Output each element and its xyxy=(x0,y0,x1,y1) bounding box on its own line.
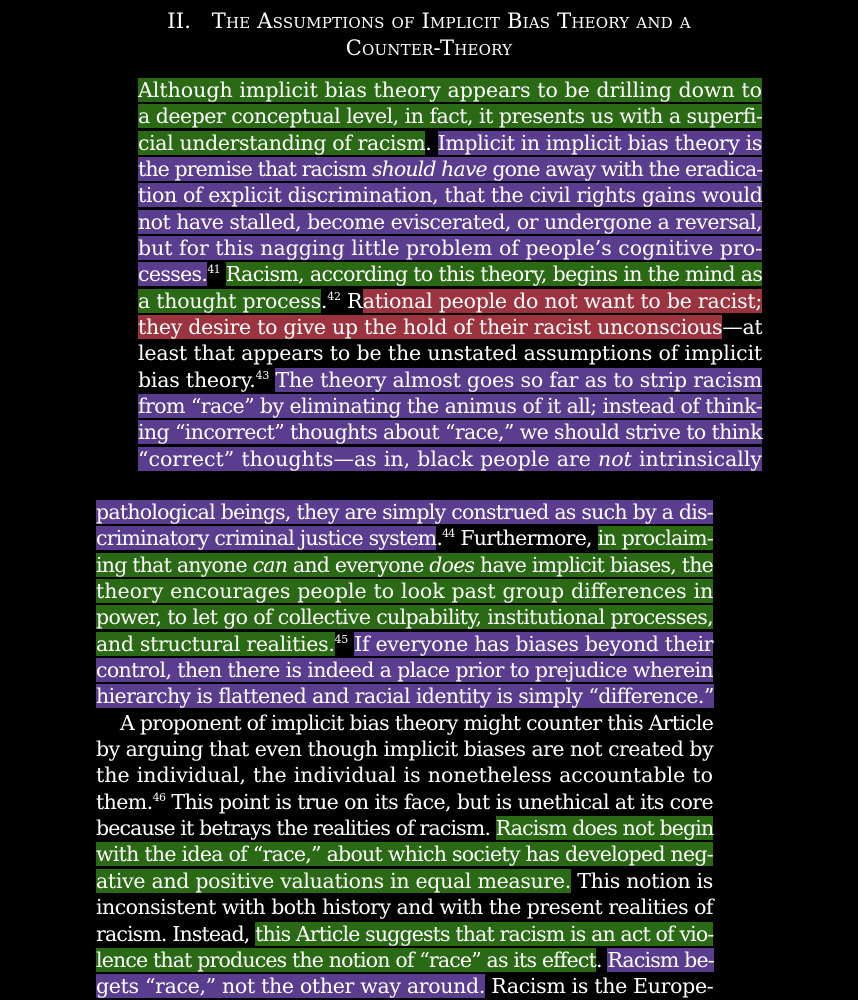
text-line xyxy=(138,367,762,393)
text-segment: them. xyxy=(96,789,153,814)
heading-title: The Assumptions of Implicit Bias Theory and a xyxy=(211,9,691,33)
text-segment: inconsistent with both history and with the present realities of xyxy=(96,895,713,920)
text-column-top xyxy=(138,77,762,472)
text-segment: R xyxy=(340,288,363,313)
highlighted-text: control, then there is indeed a place prior to prejudice wherein xyxy=(96,658,713,683)
highlighted-text: a thought process xyxy=(138,288,321,313)
highlighted-text: the premise that racism xyxy=(138,157,372,182)
text-segment: This notion is xyxy=(570,868,714,893)
text-line xyxy=(96,499,713,525)
highlighted-text: with the idea of “race,” about which society has developed neg- xyxy=(96,842,713,867)
highlighted-text: If everyone has biases beyond their xyxy=(354,631,714,656)
highlighted-text: Racism, according to this theory, begins in the mind as xyxy=(225,262,763,287)
text-line xyxy=(138,182,762,208)
heading-line-2: Counter-Theory xyxy=(345,36,513,60)
highlighted-text: not have stalled, become eviscerated, or undergone a reversal, xyxy=(138,209,762,234)
text-line xyxy=(96,789,713,815)
text-line xyxy=(96,921,713,947)
text-segment: least that appears to be the unstated assumptions of implicit xyxy=(138,341,762,366)
highlighted-text: should have xyxy=(371,157,487,182)
text-line xyxy=(138,103,762,129)
text-segment: . xyxy=(425,130,438,155)
text-segment: . xyxy=(320,288,328,313)
text-segment: by arguing that even though implicit biases are not created by xyxy=(96,737,713,762)
highlighted-text: a deeper conceptual level, in fact, it presents us with a superfi- xyxy=(138,104,763,129)
text-segment: —at xyxy=(722,315,763,340)
text-line xyxy=(96,604,713,630)
highlighted-text: and structural realities. xyxy=(96,631,335,656)
text-segment: . xyxy=(436,526,443,551)
text-segment: racism. Instead, xyxy=(96,921,256,946)
highlighted-text: ational people do not want to be racist; xyxy=(362,288,763,313)
text-line xyxy=(138,235,762,261)
text-line xyxy=(96,947,713,973)
highlighted-text: does xyxy=(429,552,475,577)
text-line xyxy=(138,209,762,235)
text-line xyxy=(138,130,762,156)
highlighted-text: ing “incorrect” thoughts about “race,” we should strive to think xyxy=(138,420,762,445)
highlighted-text: can xyxy=(252,552,288,577)
text-line xyxy=(96,841,713,867)
text-segment: Furthermore, xyxy=(454,526,598,551)
highlighted-text: Racism be- xyxy=(607,947,714,972)
text-line xyxy=(96,868,713,894)
footnote-ref: 44 xyxy=(442,527,455,541)
footnote-ref: 43 xyxy=(255,368,270,382)
highlighted-text: theory encourages people to look past group differences in xyxy=(96,579,714,604)
text-line xyxy=(96,552,713,578)
text-segment: This point is true on its face, but is unethical at its core xyxy=(165,789,713,814)
text-segment: A proponent of implicit bias theory might counter this Article xyxy=(120,710,714,735)
text-line xyxy=(96,894,713,920)
highlighted-text: power, to let go of collective culpability, institutional processes, xyxy=(96,605,714,630)
highlighted-text: in proclaim- xyxy=(597,526,713,551)
text-line xyxy=(138,77,762,103)
highlighted-text: criminatory criminal justice system xyxy=(96,526,437,551)
highlighted-text: gets “race,” not the other way around. xyxy=(96,974,486,999)
footnote-ref: 41 xyxy=(207,263,221,277)
footnote-ref: 46 xyxy=(152,790,166,804)
highlighted-text: hierarchy is flattened and racial identity is simply “difference.” xyxy=(96,684,714,709)
highlighted-text: this Article suggests that racism is an act of vio- xyxy=(255,921,714,946)
text-line xyxy=(138,393,762,419)
highlighted-text: The theory almost goes so far as to strip racism xyxy=(275,367,762,392)
highlighted-text: and everyone xyxy=(287,552,430,577)
text-line xyxy=(138,261,762,287)
text-segment: bias theory. xyxy=(138,367,256,392)
highlighted-text: Although implicit bias theory appears to be drilling down to xyxy=(138,78,762,102)
text-line xyxy=(138,156,762,182)
text-line xyxy=(96,815,713,841)
highlighted-text: lence that produces the notion of “race” as its effect xyxy=(96,947,596,972)
highlighted-text: cial understanding of racism xyxy=(138,130,426,155)
highlighted-text: but for this nagging little problem of people’s cognitive pro- xyxy=(138,236,762,261)
highlighted-text: ing that anyone xyxy=(96,552,253,577)
text-line xyxy=(96,710,713,736)
section-numeral: II. xyxy=(167,9,192,33)
text-line xyxy=(138,340,762,366)
text-line xyxy=(96,525,713,551)
highlighted-text: gone away with the eradica- xyxy=(486,157,763,182)
text-line xyxy=(96,631,713,657)
text-segment: Racism is the Europe- xyxy=(485,974,714,999)
text-line xyxy=(138,288,762,314)
text-line xyxy=(138,419,762,445)
text-line xyxy=(96,683,713,709)
highlighted-text: have implicit biases, the xyxy=(474,552,713,577)
footnote-ref: 45 xyxy=(334,632,348,646)
highlighted-text: they desire to give up the hold of their racist unconscious xyxy=(138,315,723,340)
text-line xyxy=(138,446,762,472)
section-heading xyxy=(0,8,858,62)
heading-line-1 xyxy=(0,8,858,35)
footnote-ref: 42 xyxy=(327,289,341,303)
text-line xyxy=(96,762,713,788)
highlighted-text: tion of explicit discrimination, that the civil rights gains would xyxy=(138,183,763,208)
text-segment: . xyxy=(595,947,608,972)
highlighted-text: not xyxy=(598,446,632,471)
text-line xyxy=(96,657,713,683)
text-column-bottom xyxy=(96,499,713,1000)
text-segment: the individual, the individual is nonetheless accountable to xyxy=(96,763,713,788)
text-line xyxy=(138,314,762,340)
highlighted-text: pathological beings, they are simply construed as such by a dis- xyxy=(96,500,713,524)
text-line xyxy=(96,578,713,604)
highlighted-text: intrinsically xyxy=(631,446,762,471)
text-segment: because it betrays the realities of racism. xyxy=(96,816,496,841)
highlighted-text: Implicit in implicit bias theory is xyxy=(437,130,762,155)
highlighted-text: “correct” thoughts—as in, black people are xyxy=(138,446,599,471)
highlighted-text: cesses. xyxy=(138,262,208,287)
highlighted-text: ative and positive valuations in equal measure. xyxy=(96,868,571,893)
highlighted-text: Racism does not begin xyxy=(495,816,714,841)
text-line xyxy=(96,736,713,762)
highlighted-text: from “race” by eliminating the animus of it all; instead of think- xyxy=(138,394,762,419)
text-line xyxy=(96,973,713,999)
